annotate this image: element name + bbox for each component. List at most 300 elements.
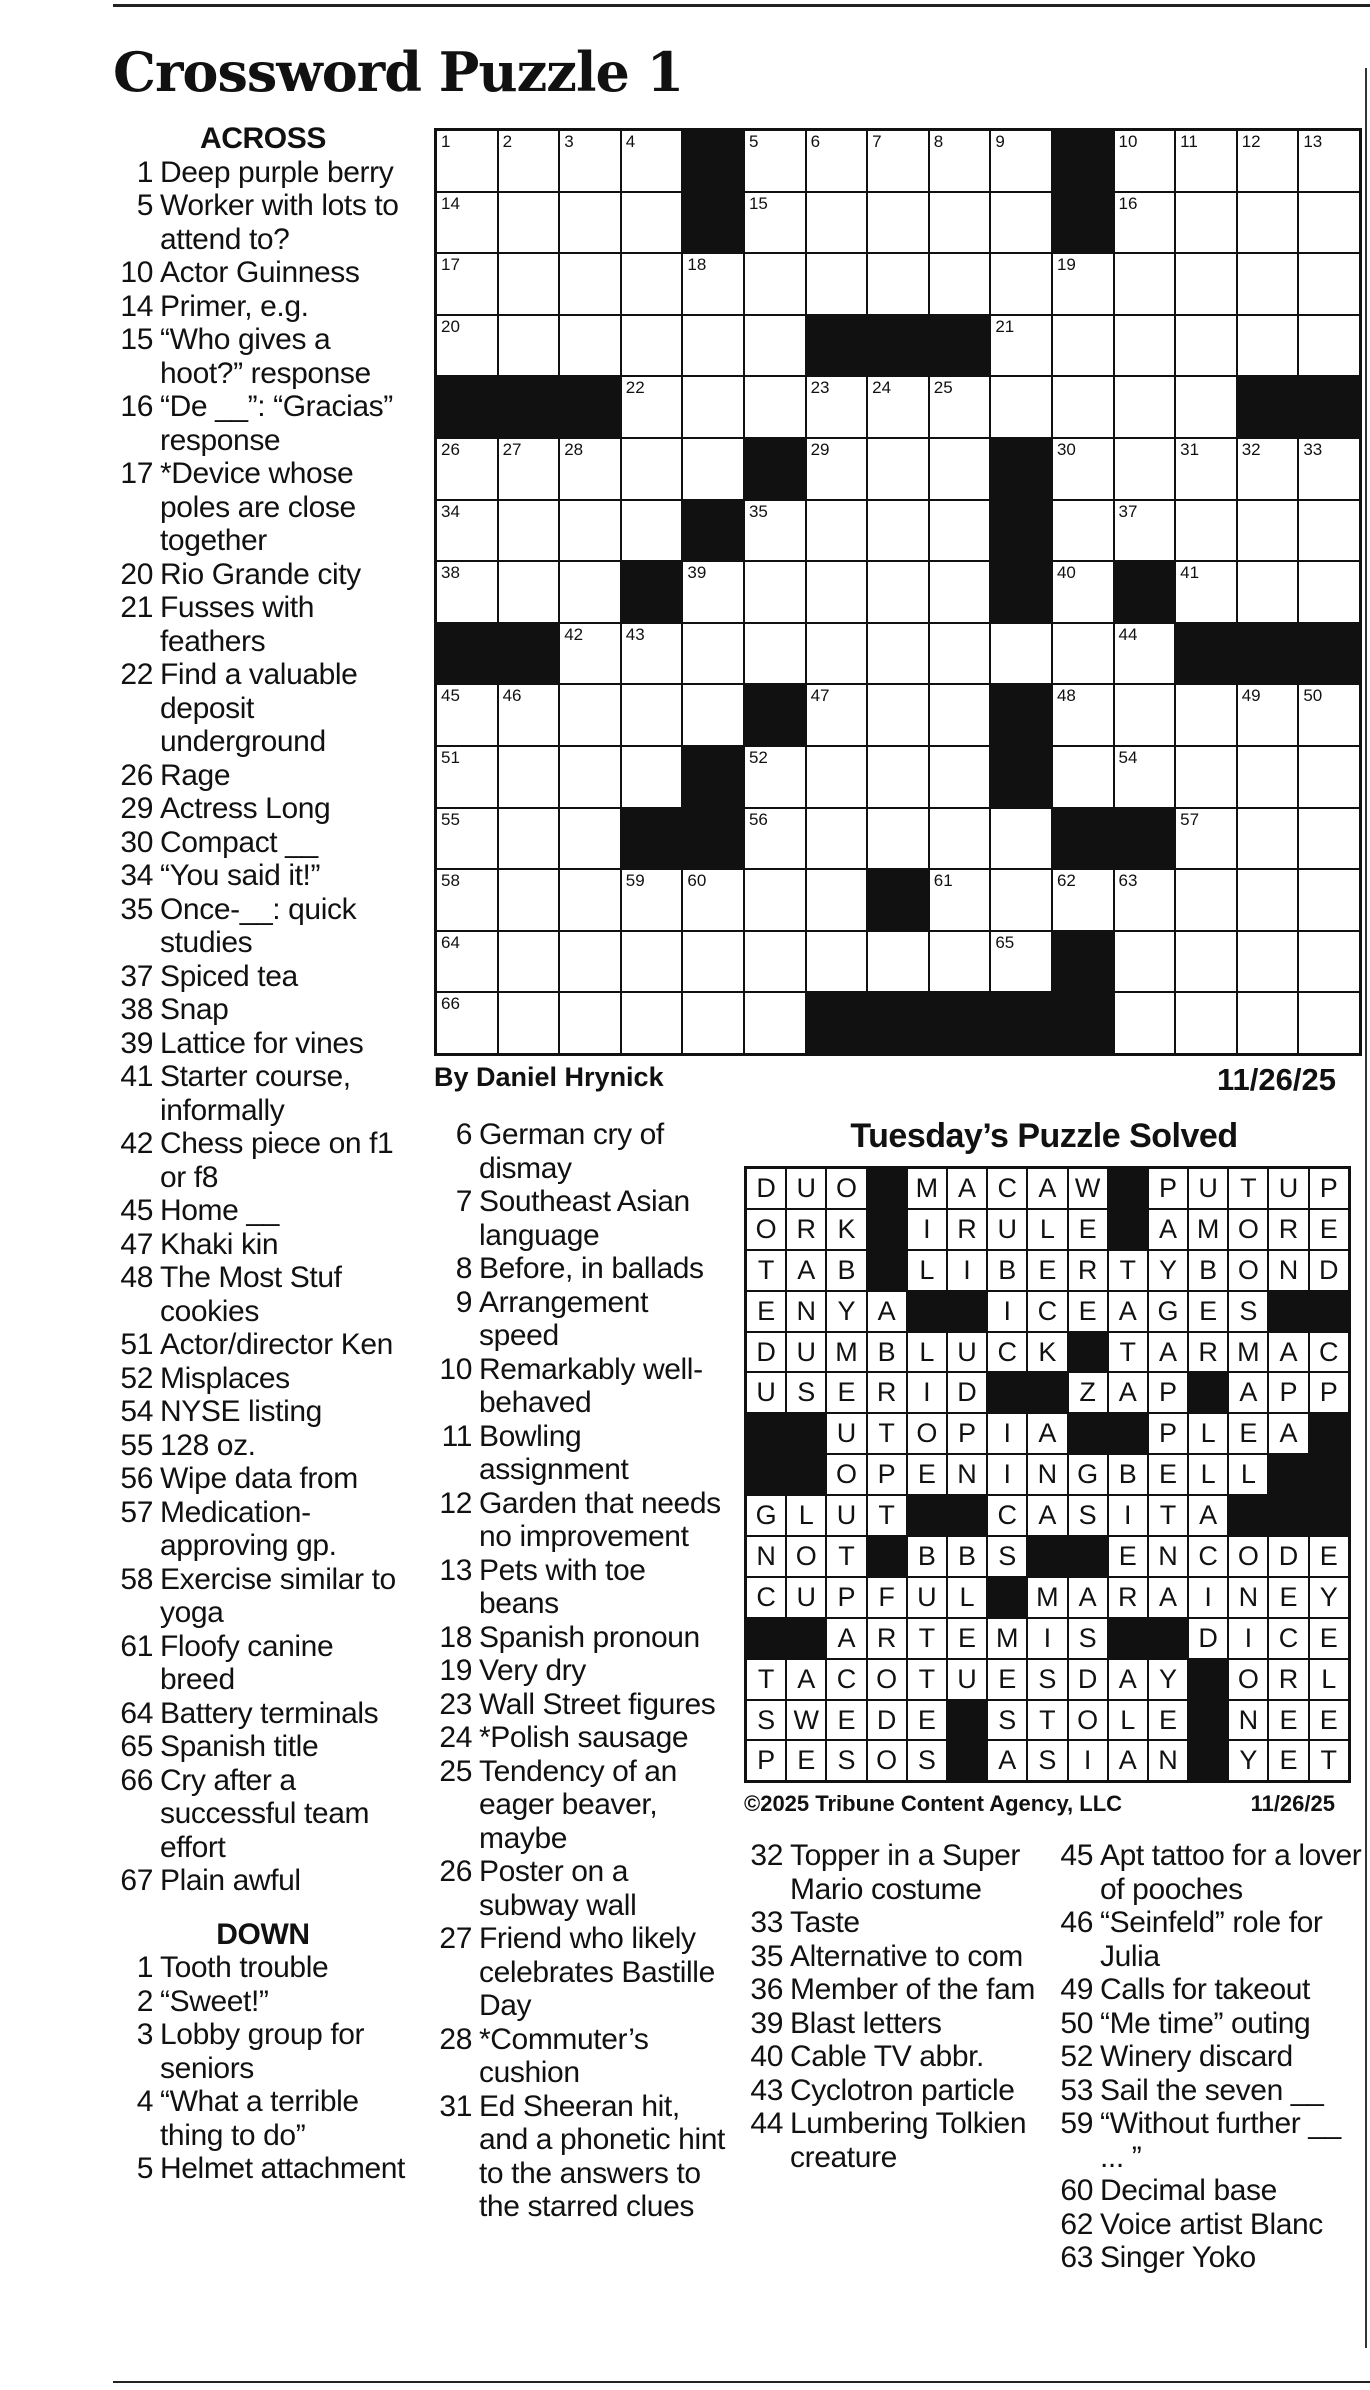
grid-cell[interactable] <box>1238 131 1298 191</box>
clue-column-1 <box>113 122 413 2186</box>
grid-cell[interactable] <box>683 439 743 499</box>
grid-cell[interactable] <box>683 932 743 992</box>
grid-cell[interactable] <box>499 131 559 191</box>
grid-cell[interactable] <box>1299 993 1359 1053</box>
solution-black-square <box>1269 1455 1307 1494</box>
grid-cell[interactable] <box>807 254 867 314</box>
grid-cell[interactable] <box>437 685 497 745</box>
clue-text: Helmet attachment <box>160 2152 405 2185</box>
solution-letter: U <box>908 1578 946 1617</box>
grid-cell[interactable] <box>499 932 559 992</box>
across-clue-54 <box>113 1395 413 1429</box>
solution-letter: A <box>827 1619 865 1658</box>
grid-cell[interactable] <box>622 932 682 992</box>
clue-text: Misplaces <box>160 1361 290 1395</box>
clue-text: Once-__: quick studies <box>160 892 357 959</box>
grid-cell[interactable] <box>868 131 928 191</box>
grid-cell[interactable] <box>745 131 805 191</box>
grid-black-square <box>499 624 559 684</box>
grid-cell[interactable] <box>1238 809 1298 869</box>
grid-cell[interactable] <box>622 193 682 253</box>
grid-cell[interactable] <box>930 254 990 314</box>
grid-cell[interactable] <box>1053 562 1113 622</box>
grid-cell[interactable] <box>1053 439 1113 499</box>
grid-cell[interactable] <box>745 316 805 376</box>
solution-letter: W <box>1069 1169 1107 1208</box>
grid-cell[interactable] <box>499 870 559 930</box>
grid-cell[interactable] <box>1176 254 1236 314</box>
grid-cell[interactable] <box>1176 501 1236 561</box>
grid-cell[interactable] <box>499 747 559 807</box>
clue-text: Home __ <box>160 1194 279 1227</box>
grid-cell[interactable] <box>1053 501 1113 561</box>
solution-letter: U <box>827 1414 865 1453</box>
grid-cell[interactable] <box>683 316 743 376</box>
grid-cell[interactable] <box>745 870 805 930</box>
clue-text: Exercise similar to yoga <box>160 1562 396 1629</box>
clue-text: Arrangement speed <box>479 1285 649 1352</box>
grid-black-square <box>1238 624 1298 684</box>
grid-cell[interactable] <box>745 501 805 561</box>
solution-letter: T <box>1229 1169 1267 1208</box>
grid-cell[interactable] <box>622 377 682 437</box>
grid-cell[interactable] <box>1053 870 1113 930</box>
grid-cell[interactable] <box>499 193 559 253</box>
grid-cell[interactable] <box>868 193 928 253</box>
grid-cell[interactable] <box>930 747 990 807</box>
grid-cell[interactable] <box>807 439 867 499</box>
solution-letter: L <box>1310 1660 1348 1699</box>
grid-cell[interactable] <box>1115 316 1175 376</box>
grid-cell[interactable] <box>807 501 867 561</box>
grid-cell[interactable] <box>499 501 559 561</box>
clue-column-2 <box>432 1118 732 2224</box>
grid-cell[interactable] <box>499 685 559 745</box>
grid-cell[interactable] <box>1176 562 1236 622</box>
grid-cell[interactable] <box>1299 316 1359 376</box>
clue-text: Remarkably well-behaved <box>479 1352 703 1419</box>
solution-letter: O <box>827 1455 865 1494</box>
grid-cell[interactable] <box>437 870 497 930</box>
grid-cell[interactable] <box>560 624 620 684</box>
grid-cell[interactable] <box>745 809 805 869</box>
solution-letter: E <box>1310 1619 1348 1658</box>
grid-cell[interactable] <box>560 685 620 745</box>
clue-number: 54 <box>120 1395 153 1428</box>
grid-cell[interactable] <box>1176 439 1236 499</box>
clue-text: Spanish title <box>160 1730 319 1763</box>
grid-cell[interactable] <box>437 131 497 191</box>
grid-cell[interactable] <box>437 747 497 807</box>
grid-cell[interactable] <box>1115 131 1175 191</box>
across-clue-17 <box>113 457 413 558</box>
grid-cell[interactable] <box>499 562 559 622</box>
solution-letter: E <box>1149 1455 1187 1494</box>
cell-number: 1 <box>441 132 451 151</box>
grid-cell[interactable] <box>1299 254 1359 314</box>
grid-cell[interactable] <box>560 870 620 930</box>
grid-cell[interactable] <box>499 439 559 499</box>
solution-letter: M <box>908 1169 946 1208</box>
across-clue-47 <box>113 1228 413 1262</box>
clue-text: Floofy canine breed <box>160 1629 334 1696</box>
grid-cell[interactable] <box>807 562 867 622</box>
grid-cell[interactable] <box>1176 993 1236 1053</box>
solution-letter: O <box>868 1660 906 1699</box>
solution-black-square <box>908 1292 946 1331</box>
grid-cell[interactable] <box>560 747 620 807</box>
grid-cell[interactable] <box>622 501 682 561</box>
grid-cell[interactable] <box>560 316 620 376</box>
solution-letter: D <box>868 1701 906 1740</box>
grid-cell[interactable] <box>807 932 867 992</box>
cell-number: 13 <box>1303 132 1323 151</box>
solution-black-square <box>1189 1660 1227 1699</box>
grid-cell[interactable] <box>622 685 682 745</box>
grid-cell[interactable] <box>1238 870 1298 930</box>
grid-cell[interactable] <box>1238 747 1298 807</box>
down-clue-39 <box>743 2007 1043 2041</box>
solution-letter: Y <box>1149 1251 1187 1290</box>
grid-cell[interactable] <box>560 809 620 869</box>
grid-cell[interactable] <box>1238 501 1298 561</box>
grid-cell[interactable] <box>1299 932 1359 992</box>
grid-cell[interactable] <box>1053 624 1113 684</box>
grid-cell[interactable] <box>1115 193 1175 253</box>
solution-letter: P <box>747 1741 785 1780</box>
clue-text: Apt tattoo for a lover of pooches <box>1100 1839 1362 1906</box>
grid-cell[interactable] <box>745 377 805 437</box>
grid-black-square <box>991 993 1051 1053</box>
grid-cell[interactable] <box>991 809 1051 869</box>
grid-cell[interactable] <box>807 685 867 745</box>
grid-cell[interactable] <box>1299 870 1359 930</box>
grid-cell[interactable] <box>560 562 620 622</box>
grid-cell[interactable] <box>807 193 867 253</box>
grid-cell[interactable] <box>1176 131 1236 191</box>
grid-cell[interactable] <box>1176 747 1236 807</box>
clue-text: Alternative to com <box>790 1939 1023 1973</box>
grid-cell[interactable] <box>930 932 990 992</box>
grid-cell[interactable] <box>868 377 928 437</box>
grid-cell[interactable] <box>807 624 867 684</box>
grid-cell[interactable] <box>1238 439 1298 499</box>
solution-letter: E <box>1310 1537 1348 1576</box>
grid-cell[interactable] <box>1238 193 1298 253</box>
across-clue-10 <box>113 256 413 290</box>
top-rule <box>113 4 1370 7</box>
down-clue-53 <box>1053 2074 1363 2108</box>
grid-cell[interactable] <box>1176 316 1236 376</box>
grid-cell[interactable] <box>868 932 928 992</box>
solution-letter: T <box>827 1537 865 1576</box>
clue-text: Rio Grande city <box>160 557 361 591</box>
down-clue-25 <box>432 1755 732 1856</box>
grid-cell[interactable] <box>1053 254 1113 314</box>
grid-cell[interactable] <box>1238 932 1298 992</box>
clue-text: Pets with toe beans <box>479 1553 646 1620</box>
solution-letter: T <box>1028 1701 1066 1740</box>
clue-text: Decimal base <box>1100 2174 1277 2207</box>
grid-cell[interactable] <box>560 932 620 992</box>
grid-cell[interactable] <box>745 254 805 314</box>
cell-number: 46 <box>502 686 522 706</box>
cell-number: 14 <box>441 193 460 213</box>
grid-cell[interactable] <box>868 809 928 869</box>
grid-cell[interactable] <box>1299 747 1359 807</box>
solution-letter: R <box>868 1373 906 1412</box>
solution-black-square <box>1189 1741 1227 1780</box>
solution-letter: U <box>1189 1169 1227 1208</box>
down-clues-part-4 <box>1053 1839 1363 2275</box>
grid-cell[interactable] <box>807 131 867 191</box>
grid-cell[interactable] <box>1238 316 1298 376</box>
grid-cell[interactable] <box>437 501 497 561</box>
across-clue-61 <box>113 1630 413 1697</box>
grid-cell[interactable] <box>560 501 620 561</box>
grid-cell[interactable] <box>1299 439 1359 499</box>
grid-cell[interactable] <box>991 377 1051 437</box>
solution-letter: A <box>1269 1414 1307 1453</box>
grid-cell[interactable] <box>622 747 682 807</box>
grid-cell[interactable] <box>930 501 990 561</box>
grid-cell[interactable] <box>1238 254 1298 314</box>
solution-letter: E <box>1229 1414 1267 1453</box>
grid-cell[interactable] <box>683 685 743 745</box>
grid-cell[interactable] <box>437 439 497 499</box>
down-heading: DOWN <box>216 1917 310 1951</box>
grid-cell[interactable] <box>930 193 990 253</box>
grid-cell[interactable] <box>437 993 497 1053</box>
grid-cell[interactable] <box>1299 809 1359 869</box>
grid-cell[interactable] <box>622 993 682 1053</box>
clue-number: 32 <box>750 1839 783 1872</box>
grid-cell[interactable] <box>499 809 559 869</box>
grid-cell[interactable] <box>683 624 743 684</box>
grid-cell[interactable] <box>560 254 620 314</box>
down-clue-1 <box>113 1951 413 1985</box>
across-clue-42 <box>113 1127 413 1194</box>
grid-cell[interactable] <box>1053 316 1113 376</box>
solution-letter: O <box>908 1414 946 1453</box>
grid-cell[interactable] <box>991 624 1051 684</box>
grid-cell[interactable] <box>930 624 990 684</box>
clue-number: 2 <box>136 1984 153 2018</box>
grid-cell[interactable] <box>499 254 559 314</box>
grid-cell[interactable] <box>930 439 990 499</box>
cell-number: 28 <box>564 439 584 459</box>
grid-cell[interactable] <box>1053 747 1113 807</box>
grid-cell[interactable] <box>1115 377 1175 437</box>
clue-text: Cyclotron particle <box>790 2073 1015 2107</box>
solution-letter: R <box>787 1210 825 1249</box>
down-clues-part-2 <box>432 1118 732 2224</box>
grid-cell[interactable] <box>868 624 928 684</box>
grid-cell[interactable] <box>745 932 805 992</box>
grid-cell[interactable] <box>1176 685 1236 745</box>
solution-letter: A <box>1109 1292 1147 1331</box>
clue-text: Tooth trouble <box>160 1951 329 1984</box>
grid-cell[interactable] <box>1176 809 1236 869</box>
grid-cell[interactable] <box>1115 501 1175 561</box>
clue-number: 59 <box>1060 2107 1093 2140</box>
cell-number: 42 <box>564 624 584 644</box>
grid-cell[interactable] <box>1115 932 1175 992</box>
grid-cell[interactable] <box>807 870 867 930</box>
clue-text: Snap <box>160 993 229 1026</box>
down-clue-18 <box>432 1621 732 1655</box>
grid-cell[interactable] <box>499 316 559 376</box>
down-clue-28 <box>432 2023 732 2090</box>
grid-cell[interactable] <box>560 439 620 499</box>
grid-cell[interactable] <box>930 870 990 930</box>
grid-black-square <box>1053 193 1113 253</box>
grid-cell[interactable] <box>1115 685 1175 745</box>
across-clue-56 <box>113 1462 413 1496</box>
grid-cell[interactable] <box>991 193 1051 253</box>
grid-cell[interactable] <box>622 624 682 684</box>
grid-cell[interactable] <box>868 254 928 314</box>
cell-number: 21 <box>995 316 1015 336</box>
grid-cell[interactable] <box>622 870 682 930</box>
cell-number: 25 <box>933 378 953 398</box>
solution-letter: E <box>1028 1251 1066 1290</box>
grid-cell[interactable] <box>622 254 682 314</box>
across-heading: ACROSS <box>200 122 326 155</box>
grid-cell[interactable] <box>1115 439 1175 499</box>
clue-number: 31 <box>439 2089 472 2123</box>
grid-cell[interactable] <box>437 809 497 869</box>
grid-cell[interactable] <box>560 193 620 253</box>
clue-number: 22 <box>120 658 153 691</box>
grid-cell[interactable] <box>437 254 497 314</box>
grid-cell[interactable] <box>683 993 743 1053</box>
grid-cell[interactable] <box>930 809 990 869</box>
grid-cell[interactable] <box>1238 993 1298 1053</box>
grid-cell[interactable] <box>683 254 743 314</box>
grid-cell[interactable] <box>745 624 805 684</box>
cell-number: 58 <box>441 871 460 891</box>
grid-cell[interactable] <box>622 131 682 191</box>
grid-cell[interactable] <box>745 193 805 253</box>
grid-cell[interactable] <box>437 193 497 253</box>
grid-cell[interactable] <box>991 254 1051 314</box>
solution-letter: U <box>1269 1169 1307 1208</box>
grid-cell[interactable] <box>991 131 1051 191</box>
solution-letter: I <box>1069 1741 1107 1780</box>
grid-cell[interactable] <box>1176 193 1236 253</box>
grid-cell[interactable] <box>1115 624 1175 684</box>
grid-cell[interactable] <box>745 993 805 1053</box>
clue-text: “You said it!” <box>160 859 321 892</box>
solution-letter: E <box>1310 1210 1348 1249</box>
grid-black-square <box>683 193 743 253</box>
grid-cell[interactable] <box>1176 932 1236 992</box>
grid-cell[interactable] <box>991 316 1051 376</box>
solution-letter: O <box>827 1169 865 1208</box>
grid-cell[interactable] <box>868 439 928 499</box>
solution-black-square <box>908 1496 946 1535</box>
grid-cell[interactable] <box>991 870 1051 930</box>
grid-cell[interactable] <box>683 870 743 930</box>
grid-cell[interactable] <box>930 685 990 745</box>
clue-number: 14 <box>120 289 153 323</box>
clue-number: 52 <box>120 1361 153 1395</box>
grid-cell[interactable] <box>560 131 620 191</box>
grid-cell[interactable] <box>868 562 928 622</box>
grid-black-square <box>437 377 497 437</box>
grid-cell[interactable] <box>437 932 497 992</box>
across-clue-20 <box>113 558 413 592</box>
grid-cell[interactable] <box>683 562 743 622</box>
grid-cell[interactable] <box>1115 747 1175 807</box>
grid-cell[interactable] <box>807 809 867 869</box>
solution-letter: I <box>908 1210 946 1249</box>
grid-cell[interactable] <box>807 377 867 437</box>
grid-cell[interactable] <box>868 747 928 807</box>
grid-cell[interactable] <box>437 316 497 376</box>
grid-cell[interactable] <box>1299 193 1359 253</box>
grid-cell[interactable] <box>991 932 1051 992</box>
grid-cell[interactable] <box>1299 501 1359 561</box>
grid-cell[interactable] <box>622 439 682 499</box>
grid-cell[interactable] <box>868 501 928 561</box>
grid-cell[interactable] <box>560 993 620 1053</box>
down-clue-40 <box>743 2040 1043 2074</box>
solution-letter: I <box>988 1455 1026 1494</box>
grid-cell[interactable] <box>930 562 990 622</box>
solution-letter: I <box>908 1373 946 1412</box>
grid-cell[interactable] <box>1053 685 1113 745</box>
grid-cell[interactable] <box>1176 377 1236 437</box>
clue-number: 15 <box>120 323 153 356</box>
grid-cell[interactable] <box>1115 870 1175 930</box>
grid-cell[interactable] <box>1053 377 1113 437</box>
grid-cell[interactable] <box>1299 562 1359 622</box>
grid-cell[interactable] <box>807 747 867 807</box>
clue-text: Actor/director Ken <box>160 1328 393 1361</box>
grid-cell[interactable] <box>1176 870 1236 930</box>
grid-cell[interactable] <box>745 747 805 807</box>
clue-number: 60 <box>1060 2174 1093 2207</box>
grid-cell[interactable] <box>930 377 990 437</box>
cell-number: 10 <box>1118 132 1138 151</box>
grid-cell[interactable] <box>745 562 805 622</box>
cell-number: 44 <box>1118 624 1138 644</box>
grid-cell[interactable] <box>1299 685 1359 745</box>
solution-letter: E <box>1109 1537 1147 1576</box>
clue-text: Sail the seven __ <box>1100 2073 1324 2107</box>
grid-cell[interactable] <box>868 685 928 745</box>
cell-number: 7 <box>872 132 882 151</box>
clue-number: 37 <box>120 959 153 993</box>
grid-cell[interactable] <box>622 316 682 376</box>
grid-cell[interactable] <box>1299 131 1359 191</box>
grid-cell[interactable] <box>683 377 743 437</box>
clue-text: *Commuter’s cushion <box>479 2022 649 2089</box>
grid-cell[interactable] <box>1115 993 1175 1053</box>
grid-cell[interactable] <box>930 131 990 191</box>
clue-number: 48 <box>120 1261 153 1294</box>
grid-cell[interactable] <box>1238 562 1298 622</box>
solution-letter: S <box>827 1741 865 1780</box>
grid-cell[interactable] <box>499 993 559 1053</box>
grid-cell[interactable] <box>1238 685 1298 745</box>
grid-black-square <box>991 685 1051 745</box>
clue-number: 13 <box>439 1553 472 1587</box>
grid-cell[interactable] <box>1115 254 1175 314</box>
grid-cell[interactable] <box>437 562 497 622</box>
